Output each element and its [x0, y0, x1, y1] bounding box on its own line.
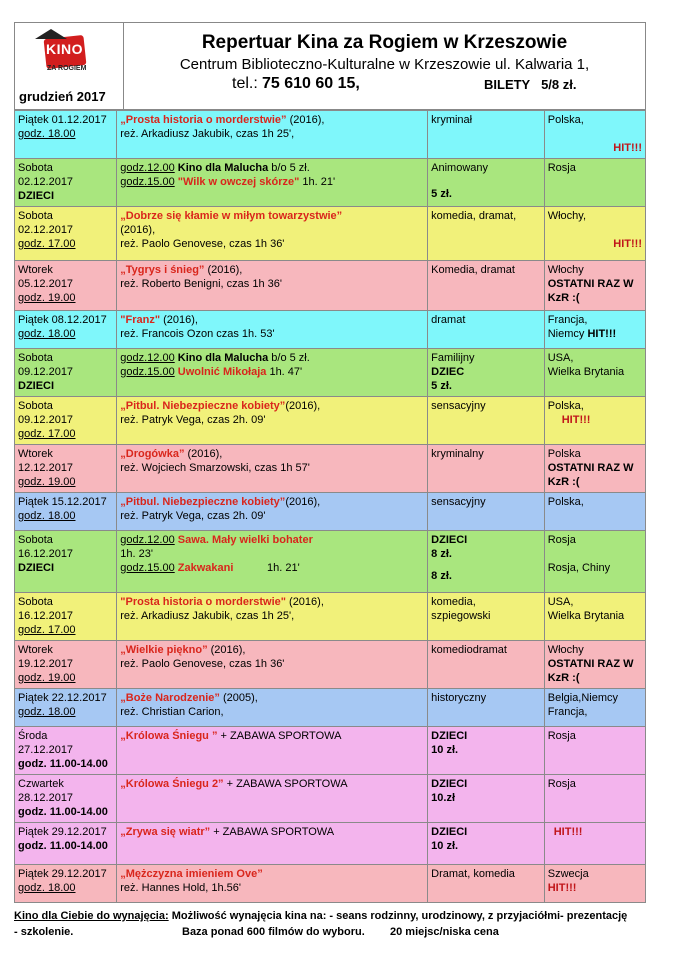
date-cell: Sobota 16.12.2017 godz. 17.00 — [15, 593, 117, 641]
film-title: „Królowa Śniegu ” — [120, 730, 218, 742]
genre-cell: historyczny — [428, 689, 545, 727]
film-title: Sawa. Mały wielki bohater — [174, 534, 313, 546]
film-title: „Dobrze się kłamie w miłym towarzystwie” — [120, 210, 343, 222]
table-row — [15, 311, 646, 349]
logo-cell — [15, 23, 124, 110]
table-row — [15, 823, 646, 865]
date-cell: Sobota 16.12.2017 DZIECI — [15, 531, 117, 593]
country-cell: Rosja — [544, 159, 645, 207]
hit-badge: HIT!!! — [613, 238, 642, 250]
film-title: "Franz" — [120, 314, 161, 326]
date-cell: Środa 27.12.2017 godz. 11.00-14.00 — [15, 727, 117, 775]
graduation-cap-icon — [35, 29, 67, 39]
film-title: „Boże Narodzenie” — [120, 692, 220, 704]
film-cell: „Pitbul. Niebezpieczne kobiety”(2016), reż. Patryk Vega, czas 2h. 09' — [117, 493, 428, 531]
address: Centrum Biblioteczno-Kulturalne w Krzeszowie ul. Kalwaria 1, — [179, 56, 590, 73]
film-cell: „Dobrze się kłamie w miłym towarzystwie” (2016), reż. Paolo Genovese, czas 1h 36' — [117, 207, 428, 261]
country-cell: Rosja — [544, 727, 645, 775]
schedule-table — [14, 110, 646, 903]
film-title: "Wilk w owczej skórze" — [174, 176, 300, 188]
genre-cell: kryminał — [428, 111, 545, 159]
date-cell: Piątek 01.12.2017 godz. 18.00 — [15, 111, 117, 159]
table-row — [15, 159, 646, 207]
country-cell: Włochy OSTATNI RAZ W KzR :( — [544, 261, 645, 311]
genre-cell: Familijny DZIEC 5 zł. — [428, 349, 545, 397]
header-table — [14, 22, 646, 110]
film-title: „Tygrys i śnieg” — [120, 264, 205, 276]
genre-cell: DZIECI 10.zł — [428, 775, 545, 823]
country-cell: Włochy OSTATNI RAZ W KzR :( — [544, 641, 645, 689]
table-row — [15, 397, 646, 445]
film-cell: „Mężczyzna imieniem Ove” reż. Hannes Hold, 1h.56' — [117, 865, 428, 903]
film-title: „Drogówka” — [120, 448, 185, 460]
hit-badge: HIT!!! — [553, 826, 583, 838]
film-title: Zakwakani — [174, 562, 234, 574]
header-info — [124, 23, 646, 110]
table-row — [15, 865, 646, 903]
film-cell: "Prosta historia o morderstwie" (2016), reż. Arkadiusz Jakubik, czas 1h 25', — [117, 593, 428, 641]
kino-logo: KINO ZA ROGIEM — [37, 31, 87, 73]
film-cell: „Pitbul. Niebezpieczne kobiety”(2016), reż. Patryk Vega, czas 2h. 09' — [117, 397, 428, 445]
country-cell: Rosja Rosja, Chiny — [544, 531, 645, 593]
film-cell: „Wielkie piękno” (2016), reż. Paolo Genovese, czas 1h 36' — [117, 641, 428, 689]
film-cell: „Boże Narodzenie” (2005), reż. Christian Carion, — [117, 689, 428, 727]
genre-cell: Dramat, komedia — [428, 865, 545, 903]
table-row — [15, 775, 646, 823]
film-title: „Mężczyzna imieniem Ove” — [120, 868, 263, 880]
genre-cell: kryminalny — [428, 445, 545, 493]
phone-number[interactable]: 75 610 60 15, — [261, 75, 360, 92]
genre-cell: DZIECI 10 zł. — [428, 727, 545, 775]
genre-cell: sensacyjny — [428, 397, 545, 445]
genre-cell: komediodramat — [428, 641, 545, 689]
genre-cell: Animowany 5 zł. — [428, 159, 545, 207]
film-title: „Wielkie piękno” — [120, 644, 208, 656]
film-cell: godz.12.00 Kino dla Malucha b/o 5 zł. godz.15.00 "Wilk w owczej skórze" 1h. 21' — [117, 159, 428, 207]
country-cell: Francja, Niemcy HIT!!! — [544, 311, 645, 349]
date-cell: Piątek 22.12.2017 godz. 18.00 — [15, 689, 117, 727]
table-row — [15, 207, 646, 261]
film-cell: „Królowa Śniegu 2” + ZABAWA SPORTOWA — [117, 775, 428, 823]
film-cell: "Franz" (2016), reż. Francois Ozon czas 1h. 53' — [117, 311, 428, 349]
country-cell — [544, 823, 645, 865]
table-row — [15, 531, 646, 593]
country-cell: USA, Wielka Brytania — [544, 593, 645, 641]
film-title: Uwolnić Mikołaja — [174, 366, 267, 378]
repertoire-sheet — [14, 22, 646, 903]
page-title: Repertuar Kina za Rogiem w Krzeszowie — [201, 32, 568, 53]
film-cell: „Prosta historia o morderstwie” (2016), reż. Arkadiusz Jakubik, czas 1h 25', — [117, 111, 428, 159]
genre-cell: sensacyjny — [428, 493, 545, 531]
genre-cell: DZIECI 10 zł. — [428, 823, 545, 865]
date-cell: Piątek 08.12.2017 godz. 18.00 — [15, 311, 117, 349]
date-cell: Sobota 02.12.2017 DZIECI — [15, 159, 117, 207]
country-cell: Polska, — [544, 493, 645, 531]
film-cell: „Tygrys i śnieg” (2016), reż. Roberto Benigni, czas 1h 36' — [117, 261, 428, 311]
date-cell: Piątek 29.12.2017 godz. 18.00 — [15, 865, 117, 903]
date-cell: Wtorek 05.12.2017 godz. 19.00 — [15, 261, 117, 311]
film-title: „Pitbul. Niebezpieczne kobiety” — [120, 400, 286, 412]
table-row — [15, 593, 646, 641]
film-cell: godz.12.00 Kino dla Malucha b/o 5 zł. godz.15.00 Uwolnić Mikołaja 1h. 47' — [117, 349, 428, 397]
film-title: "Prosta historia o morderstwie" — [120, 596, 286, 608]
genre-cell: dramat — [428, 311, 545, 349]
table-row — [15, 349, 646, 397]
month-label: grudzień 2017 — [19, 89, 106, 104]
table-row — [15, 493, 646, 531]
film-cell: „Drogówka” (2016), reż. Wojciech Smarzowski, czas 1h 57' — [117, 445, 428, 493]
film-title: „Królowa Śniegu 2” — [120, 778, 224, 790]
country-cell: Szwecja HIT!!! — [544, 865, 645, 903]
country-cell: Polska, HIT!!! — [544, 111, 645, 159]
date-cell: Piątek 29.12.2017 godz. 11.00-14.00 — [15, 823, 117, 865]
hit-badge: HIT!!! — [613, 142, 642, 154]
film-cell: godz.12.00 Sawa. Mały wielki bohater 1h. 23' godz.15.00 Zakwakani 1h. 21' — [117, 531, 428, 593]
date-cell: Sobota 02.12.2017 godz. 17.00 — [15, 207, 117, 261]
film-cell: „Królowa Śniegu ” + ZABAWA SPORTOWA — [117, 727, 428, 775]
date-cell: Wtorek 19.12.2017 godz. 19.00 — [15, 641, 117, 689]
country-cell: Rosja — [544, 775, 645, 823]
genre-cell: komedia, szpiegowski — [428, 593, 545, 641]
hit-badge: HIT!!! — [547, 882, 577, 894]
table-row — [15, 727, 646, 775]
table-row — [15, 261, 646, 311]
country-cell: Polska, HIT!!! — [544, 397, 645, 445]
country-cell: Belgia,Niemcy Francja, — [544, 689, 645, 727]
table-row — [15, 641, 646, 689]
date-cell: Czwartek 28.12.2017 godz. 11.00-14.00 — [15, 775, 117, 823]
genre-cell: DZIECI 8 zł. 8 zł. — [428, 531, 545, 593]
date-cell: Sobota 09.12.2017 godz. 17.00 — [15, 397, 117, 445]
table-row — [15, 111, 646, 159]
film-title: „Zrywa się wiatr” — [120, 826, 211, 838]
genre-cell: Komedia, dramat — [428, 261, 545, 311]
film-title: „Pitbul. Niebezpieczne kobiety” — [120, 496, 286, 508]
country-cell: Włochy, HIT!!! — [544, 207, 645, 261]
hit-badge: HIT!!! — [561, 414, 591, 426]
date-cell: Piątek 15.12.2017 godz. 18.00 — [15, 493, 117, 531]
footer-note: Kino dla Ciebie do wynajęcia: Możliwość wynajęcia kina na: - seans rodzinny, urodzinowy, z przyjaciółmi- prezentację - szkolenie. Baza ponad 600 filmów do wyboru. 20 miejsc/niska cena — [14, 910, 628, 938]
genre-cell: komedia, dramat, — [428, 207, 545, 261]
rental-label: Kino dla Ciebie do wynajęcia: — [14, 910, 169, 922]
date-cell: Sobota 09.12.2017 DZIECI — [15, 349, 117, 397]
table-row — [15, 689, 646, 727]
table-row — [15, 445, 646, 493]
country-cell: Polska OSTATNI RAZ W KzR :( — [544, 445, 645, 493]
date-cell: Wtorek 12.12.2017 godz. 19.00 — [15, 445, 117, 493]
film-cell: „Zrywa się wiatr” + ZABAWA SPORTOWA — [117, 823, 428, 865]
tickets-info: BILETY 5/8 zł. — [484, 77, 577, 92]
country-cell: USA, Wielka Brytania — [544, 349, 645, 397]
film-title: „Prosta historia o morderstwie” — [120, 114, 287, 126]
contact-line: tel.: 75 610 60 15, BILETY 5/8 zł. — [232, 75, 577, 92]
